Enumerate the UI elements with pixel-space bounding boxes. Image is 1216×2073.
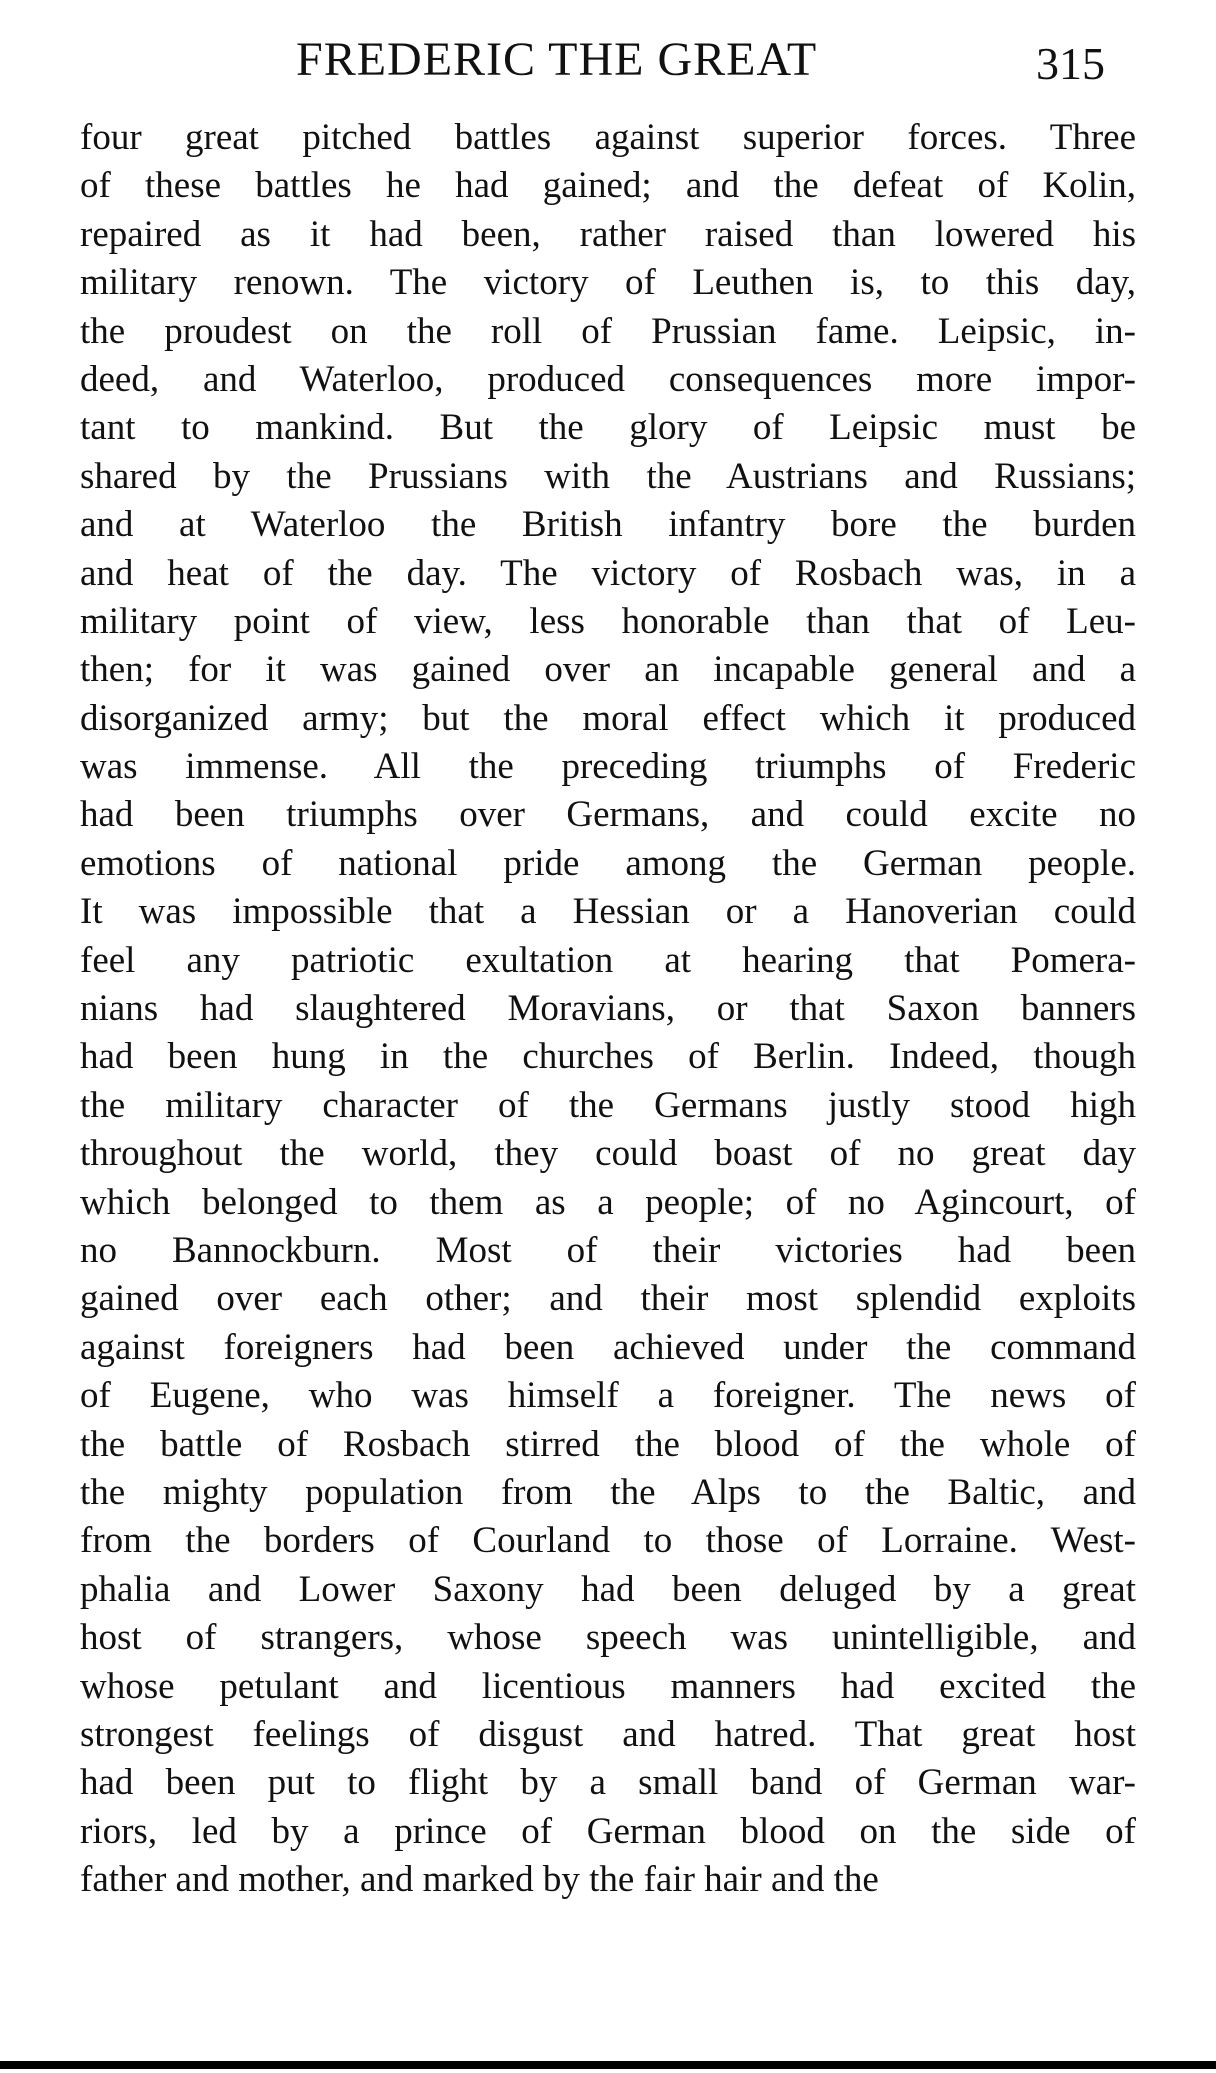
text-line: the mighty population from the Alps to the Baltic, and <box>80 1471 1136 1513</box>
running-title: FREDERIC THE GREAT <box>296 33 818 86</box>
text-line: emotions of national pride among the German people. <box>80 842 1136 884</box>
text-line: nians had slaughtered Moravians, or that Saxon banners <box>80 988 1136 1030</box>
text-line: of these battles he had gained; and the defeat of Kolin, <box>80 165 1136 207</box>
text-line: feel any patriotic exultation at hearing that Pomera- <box>80 939 1136 981</box>
text-line: tant to mankind. But the glory of Leipsic must be <box>80 407 1136 449</box>
text-line: deed, and Waterloo, produced consequences more impor- <box>80 358 1136 400</box>
text-line: then; for it was gained over an incapable general and a <box>80 649 1136 691</box>
text-line: host of strangers, whose speech was unintelligible, and <box>80 1617 1136 1659</box>
running-head <box>0 30 1216 90</box>
text-line: of Eugene, who was himself a foreigner. The news of <box>80 1375 1136 1417</box>
text-line: military point of view, less honorable than that of Leu- <box>80 600 1136 642</box>
text-line: which belonged to them as a people; of no Agincourt, of <box>80 1181 1136 1223</box>
text-line: was immense. All the preceding triumphs of Frederic <box>80 746 1136 788</box>
text-line: the proudest on the roll of Prussian fame. Leipsic, in- <box>80 310 1136 352</box>
text-line: whose petulant and licentious manners had excited the <box>80 1665 1136 1707</box>
text-line: strongest feelings of disgust and hatred. That great host <box>80 1713 1136 1755</box>
text-line: and heat of the day. The victory of Rosbach was, in a <box>80 552 1136 594</box>
body-text <box>80 114 1136 1904</box>
text-line: riors, led by a prince of German blood on the side of <box>80 1810 1136 1852</box>
text-line: had been triumphs over Germans, and could excite no <box>80 794 1136 836</box>
text-line: military renown. The victory of Leuthen is, to this day, <box>80 262 1136 304</box>
text-line: disorganized army; but the moral effect which it produced <box>80 697 1136 739</box>
text-line: and at Waterloo the British infantry bore the burden <box>80 504 1136 546</box>
text-line: It was impossible that a Hessian or a Hanoverian could <box>80 891 1136 933</box>
text-line: throughout the world, they could boast of no great day <box>80 1133 1136 1175</box>
text-line: four great pitched battles against superior forces. Three <box>80 117 1136 158</box>
text-line: father and mother, and marked by the fair hair and the <box>80 1859 879 1901</box>
text-line: against foreigners had been achieved under the command <box>80 1326 1136 1368</box>
text-line: gained over each other; and their most splendid exploits <box>80 1278 1136 1320</box>
text-line: from the borders of Courland to those of Lorraine. West- <box>80 1520 1136 1562</box>
page-number: 315 <box>1036 38 1105 89</box>
text-line: phalia and Lower Saxony had been deluged by a great <box>80 1568 1136 1610</box>
text-line: the military character of the Germans justly stood high <box>80 1084 1136 1126</box>
text-line: the battle of Rosbach stirred the blood of the whole of <box>80 1423 1136 1465</box>
text-line: repaired as it had been, rather raised than lowered his <box>80 213 1136 255</box>
bottom-rule <box>0 2061 1216 2069</box>
text-line: shared by the Prussians with the Austrians and Russians; <box>80 455 1136 497</box>
text-line: had been put to flight by a small band of German war- <box>80 1762 1136 1804</box>
text-line: no Bannockburn. Most of their victories had been <box>80 1229 1136 1271</box>
text-line: had been hung in the churches of Berlin. Indeed, though <box>80 1036 1136 1078</box>
